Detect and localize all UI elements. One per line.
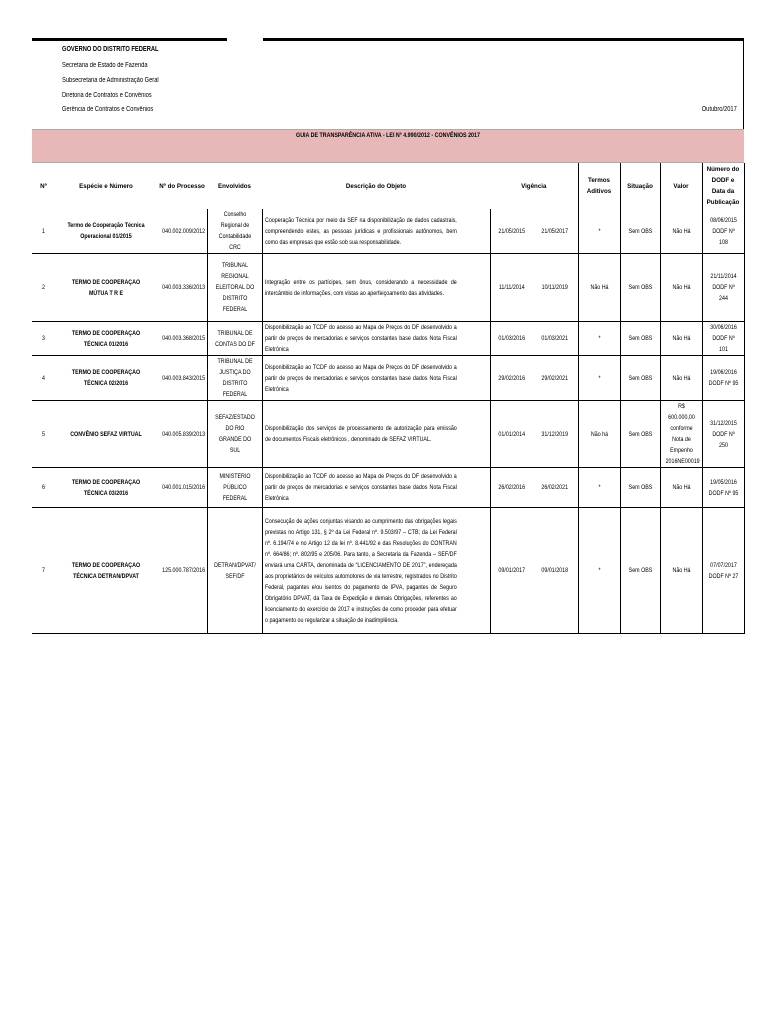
- row-descricao: Disponibilização ao TCDF do acesso ao Mapa de Preços do DF desenvolvido a partir de preços de mercadorias e serviços constantes base dados Nota Fiscal Eletrônica: [262, 356, 490, 401]
- row-vigencia-inicio: 01/01/2014: [490, 401, 532, 468]
- row-vigencia-fim: 31/12/2019: [532, 401, 578, 468]
- row-aditivos: Não Há: [578, 254, 620, 322]
- row-envolvidos: TRIBUNAL DE CONTAS DO DF: [207, 322, 262, 356]
- header-line-2: Subsecretaria de Administração Geral: [62, 77, 159, 84]
- row-situacao: Sem OBS: [620, 209, 660, 254]
- row-valor: Não Há: [660, 468, 702, 508]
- row-number: 4: [32, 356, 55, 401]
- row-processo: 040.005.839/2013: [157, 401, 207, 468]
- header-line-4: Gerência de Contratos e Convênios: [62, 106, 154, 113]
- header-line-3: Diretoria de Contratos e Convênios: [62, 92, 152, 99]
- row-envolvidos: TRIBUNAL REGIONAL ELEITORAL DO DISTRITO FEDERAL: [207, 254, 262, 322]
- guide-title: GUIA DE TRANSPARÊNCIA ATIVA - LEI Nº 4.990/2012 - CONVÊNIOS 2017: [296, 132, 480, 139]
- row-descricao: Disponibilização dos serviços de processamento de autorização para emissão de documentos Fiscais eletrônicos , denominado de SEFAZ VIRTUAL.: [262, 401, 490, 468]
- table-header-row: [32, 163, 744, 209]
- col-header-aditivos: Termos Aditivos: [578, 163, 620, 209]
- row-situacao: Sem OBS: [620, 356, 660, 401]
- row-especie: CONVÊNIO SEFAZ VIRTUAL: [55, 401, 157, 468]
- row-aditivos: *: [578, 209, 620, 254]
- row-descricao: Cooperação Técnica por meio da SEF na disponibilização de dados cadastrais, compreendendo estes, as pessoas jurídicas e profissionais autônomos, bem como das empresas que estão sob sua responsabilidade.: [262, 209, 490, 254]
- col-header-processo: Nº do Processo: [159, 182, 205, 190]
- row-situacao: Sem OBS: [620, 401, 660, 468]
- row-vigencia-inicio: 29/02/2016: [490, 356, 532, 401]
- agreements-table: [32, 163, 745, 634]
- table-row: [32, 401, 744, 468]
- row-valor: Não Há: [660, 356, 702, 401]
- row-processo: 040.003.368/2015: [157, 322, 207, 356]
- row-vigencia-inicio: 21/05/2015: [490, 209, 532, 254]
- row-aditivos: Não há: [578, 401, 620, 468]
- row-envolvidos: Conselho Regional de Contabilidade CRC: [207, 209, 262, 254]
- row-especie: TERMO DE COOPERAÇÃO TÉCNICA DETRAN/DPVAT: [55, 508, 157, 634]
- col-header-n: Nº: [40, 182, 47, 190]
- row-especie: TERMO DE COOPERAÇÃO MÚTUA T R E: [55, 254, 157, 322]
- document-header: [32, 38, 744, 129]
- row-processo: 040.003.336/2013: [157, 254, 207, 322]
- row-number: 3: [32, 322, 55, 356]
- col-header-envolvidos: Envolvidos: [217, 182, 251, 190]
- row-valor: Não Há: [660, 254, 702, 322]
- row-vigencia-fim: 10/11/2019: [532, 254, 578, 322]
- row-number: 1: [32, 209, 55, 254]
- row-dodf: 19/06/2016 DODF Nº 95: [702, 356, 744, 401]
- row-situacao: Sem OBS: [620, 508, 660, 634]
- row-especie: TERMO DE COOPERAÇÃO TÉCNICA 03/2016: [55, 468, 157, 508]
- row-vigencia-inicio: 01/03/2016: [490, 322, 532, 356]
- row-envolvidos: MINISTÉRIO PÚBLICO FEDERAL: [207, 468, 262, 508]
- row-envolvidos: TRIBUNAL DE JUSTIÇA DO DISTRITO FEDERAL: [207, 356, 262, 401]
- row-vigencia-fim: 29/02/2021: [532, 356, 578, 401]
- table-row: [32, 508, 744, 634]
- row-number: 6: [32, 468, 55, 508]
- header-line-1: Secretaria de Estado de Fazenda: [62, 62, 148, 69]
- row-envolvidos: DETRAN/DPVAT/ SEF/DF: [207, 508, 262, 634]
- row-vigencia-fim: 21/05/2017: [532, 209, 578, 254]
- col-header-dodf: Número do DODF e Data da Publicação: [702, 163, 744, 209]
- row-vigencia-inicio: 09/01/2017: [490, 508, 532, 634]
- table-row: [32, 322, 744, 356]
- row-aditivos: *: [578, 322, 620, 356]
- row-aditivos: *: [578, 356, 620, 401]
- col-header-descricao: Descrição do Objeto: [345, 182, 407, 190]
- row-dodf: 21/11/2014 DODF Nº 244: [702, 254, 744, 322]
- row-descricao: Integração entre os partícipes, sem ônus, considerando a necessidade de intercâmbio de informações, com vistas ao aperfeiçoamento das atividades.: [262, 254, 490, 322]
- row-vigencia-fim: 26/02/2021: [532, 468, 578, 508]
- row-vigencia-inicio: 11/11/2014: [490, 254, 532, 322]
- row-vigencia-inicio: 26/02/2016: [490, 468, 532, 508]
- row-dodf: 30/06/2016 DODF Nº 101: [702, 322, 744, 356]
- row-especie: TERMO DE COOPERAÇÃO TÉCNICA 01/2016: [55, 322, 157, 356]
- row-descricao: Consecução de ações conjuntas visando ao cumprimento das obrigações legais previstas no Artigo 131, § 2º da Lei Federal nº. 9.503/97 – CTB; da Lei Federal nº. 6.194/74 e no Artigo 12 da lei nº. 8.441/92 e das Resoluções do CONTRAN nº. 664/86; nº. 802/95 e 205/06. Para tanto, a Secretaria da Fazenda – SEF/DF enviará uma CARTA, denominada de “LICENCIAMENTO DE 2017”, endereçada aos proprietários de veículos automotores de via terrestre, registrados no Distrito Federal, pagantes e/ou isentos do pagamento de IPVA, pagantes de Seguro Obrigatório DPVAT, da Taxa de Expedição e demais Obrigações, referentes ao licenciamento do exercício de 2017 e instruções de como proceder para efetuar o pagamento ou regularizar a situação de inadimplência.: [262, 508, 490, 634]
- col-header-valor: Valor: [660, 163, 702, 209]
- org-name: GOVERNO DO DISTRITO FEDERAL: [62, 46, 159, 53]
- col-header-vigencia: Vigência: [521, 182, 547, 190]
- row-dodf: 08/06/2015 DODF Nº 108: [702, 209, 744, 254]
- col-header-situacao: Situação: [620, 163, 660, 209]
- row-valor: Não Há: [660, 322, 702, 356]
- row-descricao: Disponibilização ao TCDF do acesso ao Mapa de Preços do DF desenvolvido a partir de preços de mercadorias e serviços constantes base dados Nota Fiscal Eletrônica: [262, 322, 490, 356]
- table-row: [32, 468, 744, 508]
- row-especie: Termo de Cooperação Técnica Operacional 01/2015: [55, 209, 157, 254]
- row-situacao: Sem OBS: [620, 254, 660, 322]
- row-dodf: 19/05/2016 DODF Nº 95: [702, 468, 744, 508]
- row-processo: 125.000.787/2016: [157, 508, 207, 634]
- row-envolvidos: SEFAZ/ESTADO DO RIO GRANDE DO SUL: [207, 401, 262, 468]
- row-situacao: Sem OBS: [620, 468, 660, 508]
- row-dodf: 31/12/2015 DODF Nº 250: [702, 401, 744, 468]
- row-processo: 040.002.009/2012: [157, 209, 207, 254]
- table-row: [32, 254, 744, 322]
- guide-title-band: [32, 129, 744, 163]
- row-number: 2: [32, 254, 55, 322]
- row-valor: Não Há: [660, 508, 702, 634]
- document-date: Outubro/2017: [701, 106, 737, 113]
- row-number: 7: [32, 508, 55, 634]
- col-header-especie: Espécie e Número: [79, 182, 133, 190]
- row-processo: 040.001.015/2016: [157, 468, 207, 508]
- row-processo: 040.003.843/2015: [157, 356, 207, 401]
- row-situacao: Sem OBS: [620, 322, 660, 356]
- row-valor: R$ 600.000,00 conforme Nota de Empenho 2016NE00019: [660, 401, 702, 468]
- row-number: 5: [32, 401, 55, 468]
- row-aditivos: *: [578, 508, 620, 634]
- document-sheet: [32, 38, 744, 634]
- table-row: [32, 209, 744, 254]
- row-dodf: 07/07/2017 DODF Nº 27: [702, 508, 744, 634]
- row-descricao: Disponibilização ao TCDF do acesso ao Mapa de Preços do DF desenvolvido a partir de preços de mercadorias e serviços constantes base dados Nota Fiscal Eletrônica: [262, 468, 490, 508]
- row-especie: TERMO DE COOPERAÇÃO TÉCNICA 02/2016: [55, 356, 157, 401]
- row-vigencia-fim: 01/03/2021: [532, 322, 578, 356]
- row-vigencia-fim: 09/01/2018: [532, 508, 578, 634]
- table-row: [32, 356, 744, 401]
- row-aditivos: *: [578, 468, 620, 508]
- row-valor: Não Há: [660, 209, 702, 254]
